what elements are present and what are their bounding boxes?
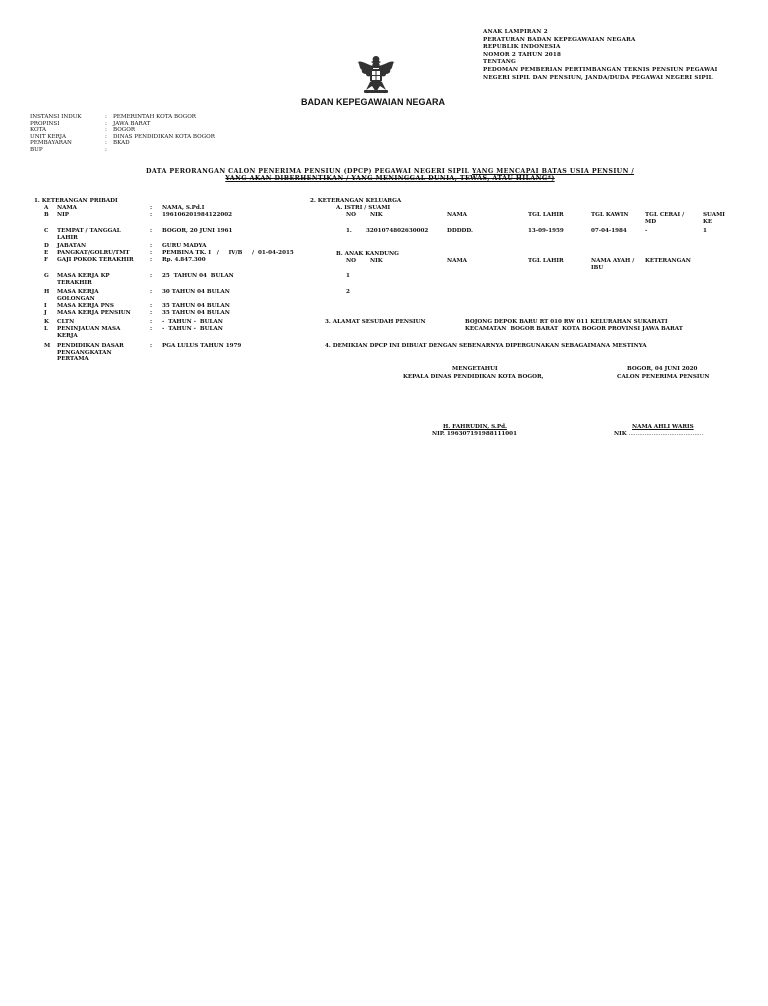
institution-value: DINAS PENDIDIKAN KOTA BOGOR (113, 133, 215, 140)
signature-right-name: NAMA AHLI WARIS (632, 424, 694, 430)
header-line: NEGERI SIPIL DAN PENSIUN, JANDA/DUDA PEGAWAI NEGERI SIPIL (483, 74, 713, 81)
address-line2: KECAMATAN BOGOR BARAT KOTA BOGOR PROVINSI JAWA BARAT (465, 326, 683, 332)
statement-text: 4. DEMIKIAN DPCP INI DIBUAT DENGAN SEBENARNYA DIPERGUNAKAN SEBAGAIMANA MESTINYA (325, 343, 647, 349)
code: C (44, 228, 49, 234)
field-sep: : (150, 343, 153, 349)
family-heading: 2. KETERANGAN KELUARGA (310, 198, 402, 204)
code: J (44, 310, 47, 316)
institution-value: JAWA BARAT (113, 120, 151, 127)
document-title-line1-underlined: YANG MENCAPAI BATAS USIA PENSIUN / (471, 168, 635, 175)
field-value-salary: Rp. 4.847.300 (162, 257, 206, 263)
field-label: JABATAN (57, 243, 87, 249)
child-col-header: NAMA (447, 258, 467, 264)
spouse-cell: - (645, 228, 648, 234)
personal-heading: 1. KETERANGAN PRIBADI (34, 198, 118, 204)
address-label: 3. ALAMAT SESUDAH PENSIUN (325, 319, 426, 325)
nik-dots: .......................................... (628, 431, 704, 437)
spouse-cell: 1 (703, 228, 707, 234)
field-label: TEMPAT / TANGGAL LAHIR (57, 228, 121, 241)
spouse-col-header: SUAMI KE (703, 212, 725, 225)
institution-value: PEMERINTAH KOTA BOGOR (113, 114, 197, 120)
field-sep: : (150, 310, 153, 316)
field-sep: : (150, 273, 153, 279)
institution-row (30, 140, 215, 147)
field-label: GAJI POKOK TERAKHIR (57, 257, 134, 263)
field-label: NAMA (57, 205, 77, 211)
institution-row (30, 127, 215, 134)
field-value-mk-pensiun: 35 TAHUN 04 BULAN (162, 310, 230, 316)
spouse-col-header: TGL KAWIN (591, 212, 629, 218)
institution-sep: : (105, 133, 107, 140)
signature-left-title1: MENGETAHUI (452, 366, 498, 372)
field-value-mk-kp: 25 TAHUN 04 BULAN (162, 273, 234, 279)
field-value-education: PGA LULUS TAHUN 1979 (162, 343, 242, 349)
code: E (44, 250, 49, 256)
field-value-mk-pns: 35 TAHUN 04 BULAN (162, 303, 230, 309)
field-value-position: GURU MADYA (162, 243, 207, 249)
field-value-mk-gol: 30 TAHUN 04 BULAN (162, 289, 230, 295)
spouse-cell: 1. (346, 228, 352, 234)
field-sep: : (150, 212, 153, 218)
institution-row (30, 121, 215, 128)
spouse-col-header: TGL LAHIR (528, 212, 564, 218)
institution-sep: : (105, 140, 107, 147)
field-sep: : (150, 243, 153, 249)
field-label: MASA KERJA GOLONGAN (57, 289, 99, 302)
signature-left-name: H. FAHRUDIN, S.Pd. (443, 424, 507, 430)
field-label: MASA KERJA PNS (57, 303, 114, 309)
institution-row (30, 147, 215, 154)
field-label: CLTN (57, 319, 75, 325)
spouse-cell: 13-09-1959 (528, 228, 564, 234)
code: I (44, 303, 47, 309)
header-line: TENTANG (483, 59, 517, 66)
code: G (44, 273, 49, 279)
spouse-cell: 3201074802630002 (366, 228, 429, 234)
field-sep: : (150, 319, 153, 325)
code: H (44, 289, 50, 295)
spouse-cell: DDDDD. (447, 228, 474, 234)
field-sep: : (150, 257, 153, 263)
field-sep: : (150, 250, 153, 256)
field-label: PENDIDIKAN DASAR PENGANGKATAN PERTAMA (57, 343, 124, 363)
institution-value: BOGOR (113, 127, 136, 134)
field-label: NIP (57, 212, 69, 218)
child-col-header: NAMA AYAH / IBU (591, 258, 635, 271)
field-sep: : (150, 303, 153, 309)
header-line: REPUBLIK INDONESIA (483, 44, 561, 51)
field-sep: : (150, 326, 153, 332)
agency-title: BADAN KEPEGAWAIAN NEGARA (301, 97, 446, 107)
code: B (44, 212, 49, 218)
spouse-cell: 07-04-1984 (591, 228, 627, 234)
signature-left-title2: KEPALA DINAS PENDIDIKAN KOTA BOGOR, (403, 374, 544, 380)
document-title (140, 168, 640, 182)
signature-left-nip: NIP. 196307191988111001 (432, 431, 517, 437)
field-value-peninjauan: - TAHUN - BULAN (162, 326, 223, 332)
institution-label: PROPINSI (30, 120, 60, 127)
spouse-col-header: TGL CERAI / MD (645, 212, 685, 225)
spouse-heading: A. ISTRI / SUAMI (336, 205, 391, 211)
institution-label: UNIT KERJA (30, 133, 67, 140)
institution-row (30, 134, 215, 141)
document-title-line2: YANG AKAN DIBERHENTIKAN / YANG MENINGGAL DUNIA, TEWAS, ATAU HILANG*) (225, 175, 555, 182)
institution-sep: : (105, 114, 107, 120)
institution-sep: : (105, 120, 107, 127)
child-col-header: KETERANGAN (645, 258, 691, 264)
signature-right-date: BOGOR, 04 JUNI 2020 (627, 366, 698, 372)
spouse-col-header: NO (346, 212, 356, 218)
institution-label: BUP (30, 146, 43, 153)
code: F (44, 257, 48, 263)
code: M (44, 343, 51, 349)
institution-label: INSTANSI INDUK (30, 114, 82, 120)
field-label: PENINJAUAN MASA KERJA (57, 326, 121, 339)
institution-sep: : (105, 146, 107, 153)
institution-row (30, 114, 215, 121)
code: A (44, 205, 49, 211)
code: D (44, 243, 49, 249)
nik-label: NIK (614, 431, 627, 437)
garuda-emblem-icon (356, 52, 396, 96)
institution-block (30, 114, 215, 154)
field-value-name: NAMA, S.Pd.I (162, 205, 205, 211)
header-line: PEDOMAN PEMBERIAN PERTIMBANGAN TEKNIS PENSIUN PEGAWAI (483, 66, 718, 73)
code: L (44, 326, 48, 332)
field-label: PANGKAT/GOLRU/TMT (57, 250, 130, 256)
field-label: MASA KERJA PENSIUN (57, 310, 131, 316)
institution-label: PEMBAYARAN (30, 140, 72, 147)
document-title-line1: DATA PERORANGAN CALON PENERIMA PENSIUN (DPCP) PEGAWAI NEGERI SIPIL (145, 168, 472, 175)
child-row-number: 2 (346, 289, 350, 295)
child-col-header: TGL LAHIR (528, 258, 564, 264)
field-value-rank: PEMBINA TK. I / IV/B / 01-04-2015 (162, 250, 294, 256)
child-row-number: 1 (346, 273, 350, 279)
regulation-header (483, 29, 717, 82)
code: K (44, 319, 49, 325)
field-value-cltn: - TAHUN - BULAN (162, 319, 223, 325)
spouse-col-header: NIK (370, 212, 383, 218)
signature-right-title: CALON PENERIMA PENSIUN (617, 374, 710, 380)
institution-sep: : (105, 127, 107, 134)
header-line: NOMOR 2 TAHUN 2018 (483, 51, 562, 58)
header-line: ANAK LAMPIRAN 2 (483, 29, 548, 35)
field-sep: : (150, 228, 153, 234)
address-line1: BOJONG DEPOK BARU RT 010 RW 011 KELURAHAN SUKAHATI (465, 319, 668, 325)
header-line: PERATURAN BADAN KEPEGAWAIAN NEGARA (483, 36, 636, 43)
spouse-col-header: NAMA (447, 212, 467, 218)
child-heading: B. ANAK KANDUNG (336, 251, 399, 257)
field-label: MASA KERJA KP TERAKHIR (57, 273, 110, 286)
child-col-header: NIK (370, 258, 383, 264)
institution-value: BKAD (113, 140, 130, 147)
field-sep: : (150, 289, 153, 295)
field-value-nip: 196106201984122002 (162, 212, 233, 218)
field-value-birth: BOGOR, 20 JUNI 1961 (162, 228, 233, 234)
signature-right-nik (614, 431, 703, 438)
institution-label: KOTA (30, 127, 47, 134)
child-col-header: NO (346, 258, 356, 264)
field-sep: : (150, 205, 153, 211)
